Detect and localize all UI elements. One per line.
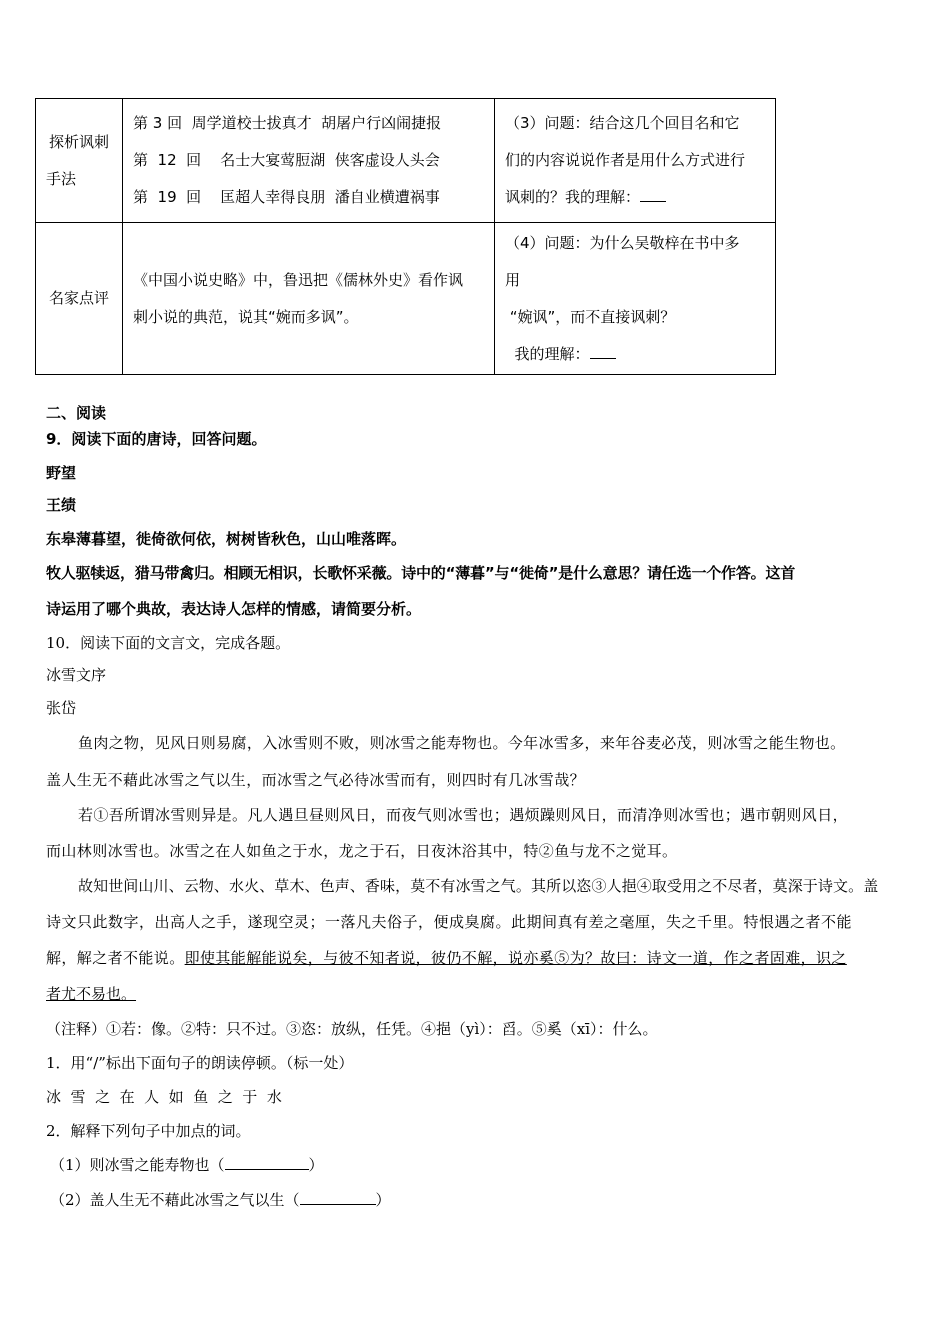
q3-line2: 们的内容说说作者是用什么方式进行 <box>505 151 746 169</box>
q10-prompt: 10．阅读下面的文言文，完成各题。 <box>46 634 291 652</box>
para3-line3-plain: 解，解之者不能说。 <box>46 949 185 967</box>
essay-author: 张岱 <box>46 699 77 717</box>
comment-line2: 刺小说的典范，说其“婉而多讽”。 <box>133 307 359 326</box>
poem-title: 野望 <box>46 464 77 482</box>
pause-sentence: 冰 雪 之 在 人 如 鱼 之 于 水 <box>46 1088 282 1106</box>
poet-name: 王绩 <box>46 496 77 514</box>
row1-label-l2: 手法 <box>46 169 77 188</box>
sub-question-2-2 <box>50 1189 391 1210</box>
expert-comment <box>123 223 495 375</box>
chapter-3: 第 3 回 周学道校士拔真才 胡屠户行凶闹捷报 <box>133 114 442 132</box>
question-3 <box>495 99 776 223</box>
sub2-2-blank[interactable] <box>300 1190 376 1205</box>
q9-prompt: 9．阅读下面的唐诗，回答问题。 <box>46 430 267 448</box>
sub2-1-text: （1）则冰雪之能寿物也（ <box>50 1156 225 1174</box>
para3-line2: 诗文只此数字，出高人之手，遂现空灵；一落凡夫俗子，便成臭腐。此期间真有差之毫厘，失之千里。特恨遇之者不能 <box>46 913 853 931</box>
para2-line2: 而山林则冰雪也。冰雪之在人如鱼之于水，龙之于石，日夜沐浴其中，特②鱼与龙不之觉耳。 <box>46 842 678 860</box>
q4-line1: （4）问题：为什么吴敬梓在书中多 <box>505 234 740 252</box>
essay-title: 冰雪文序 <box>46 666 107 684</box>
row1-label-l1: 探析讽刺 <box>48 132 109 151</box>
annotation: （注释）①若：像。②特：只不过。③恣：放纵，任凭。④挹（yì）：舀。⑤奚（xī）：什么。 <box>46 1020 658 1038</box>
para3-line3-underlined: 即使其能解能说矣，与彼不知者说，彼仍不解，说亦奚⑤为？故曰：诗文一道，作之者固难，识之 <box>184 949 847 967</box>
q3-line3 <box>505 179 775 216</box>
reading-table <box>35 98 776 375</box>
q4-line3: “婉讽”，而不直接讽刺？ <box>505 308 676 326</box>
q3-line3-text: 讽刺的？我的理解： <box>505 188 641 206</box>
sub2-1-close: ） <box>308 1156 324 1174</box>
sub-question-1: 1．用“/”标出下面句子的朗读停顿。（标一处） <box>46 1054 354 1072</box>
poem-line2: 牧人驱犊返，猎马带禽归。相顾无相识，长歌怀采薇。诗中的“薄暮”与“徙倚”是什么意思？请任选一个作答。这首 <box>46 564 796 582</box>
q4-answer-blank[interactable] <box>590 344 616 359</box>
sub-question-2-1 <box>50 1154 324 1175</box>
poem-line3: 诗运用了哪个典故，表达诗人怎样的情感，请简要分析。 <box>46 600 422 618</box>
para2-line1: 若①吾所谓冰雪则异是。凡人遇旦昼则风日，而夜气则冰雪也；遇烦躁则风日，而清净则冰雪也；遇市朝则风日， <box>78 806 849 824</box>
question-4 <box>495 223 776 375</box>
para3-line1: 故知世间山川、云物、水火、草木、色声、香味，莫不有冰雪之气。其所以恣③人挹④取受用之不尽者，莫深于诗文。盖 <box>78 877 879 895</box>
q3-line1: （3）问题：结合这几个回目名和它 <box>505 114 740 132</box>
sub-question-2: 2．解释下列句子中加点的词。 <box>46 1122 251 1140</box>
section-heading: 二、阅读 <box>46 404 107 422</box>
sub2-1-blank[interactable] <box>225 1155 309 1170</box>
q4-line2: 用 <box>505 271 521 289</box>
q3-answer-blank[interactable] <box>640 187 666 202</box>
sub2-2-text: （2）盖人生无不藉此冰雪之气以生（ <box>50 1191 300 1209</box>
para3-line4: 者尤不易也。 <box>46 985 137 1003</box>
row2-label: 名家点评 <box>36 223 123 375</box>
q4-line4 <box>505 336 775 373</box>
para1-line2: 盖人生无不藉此冰雪之气以生，而冰雪之气必待冰雪而有，则四时有几冰雪哉？ <box>46 771 586 789</box>
para3-line3 <box>46 947 847 968</box>
para1-line1: 鱼肉之物，见风日则易腐，入冰雪则不败，则冰雪之能寿物也。今年冰雪多，来年谷麦必茂，则冰雪之能生物也。 <box>78 734 846 752</box>
chapter-list <box>123 99 495 223</box>
chapter-12: 第 12 回 名士大宴莺脰湖 侠客虚设人头会 <box>133 151 440 169</box>
sub2-2-close: ） <box>375 1191 391 1209</box>
row1-label <box>36 99 123 223</box>
q4-line4-text: 我的理解： <box>505 345 590 363</box>
poem-line1: 东皋薄暮望，徙倚欲何依，树树皆秋色，山山唯落晖。 <box>46 530 407 548</box>
comment-line1: 《中国小说史略》中，鲁迅把《儒林外史》看作讽 <box>133 270 464 289</box>
chapter-19: 第 19 回 匡超人幸得良朋 潘自业横遭祸事 <box>133 188 440 206</box>
